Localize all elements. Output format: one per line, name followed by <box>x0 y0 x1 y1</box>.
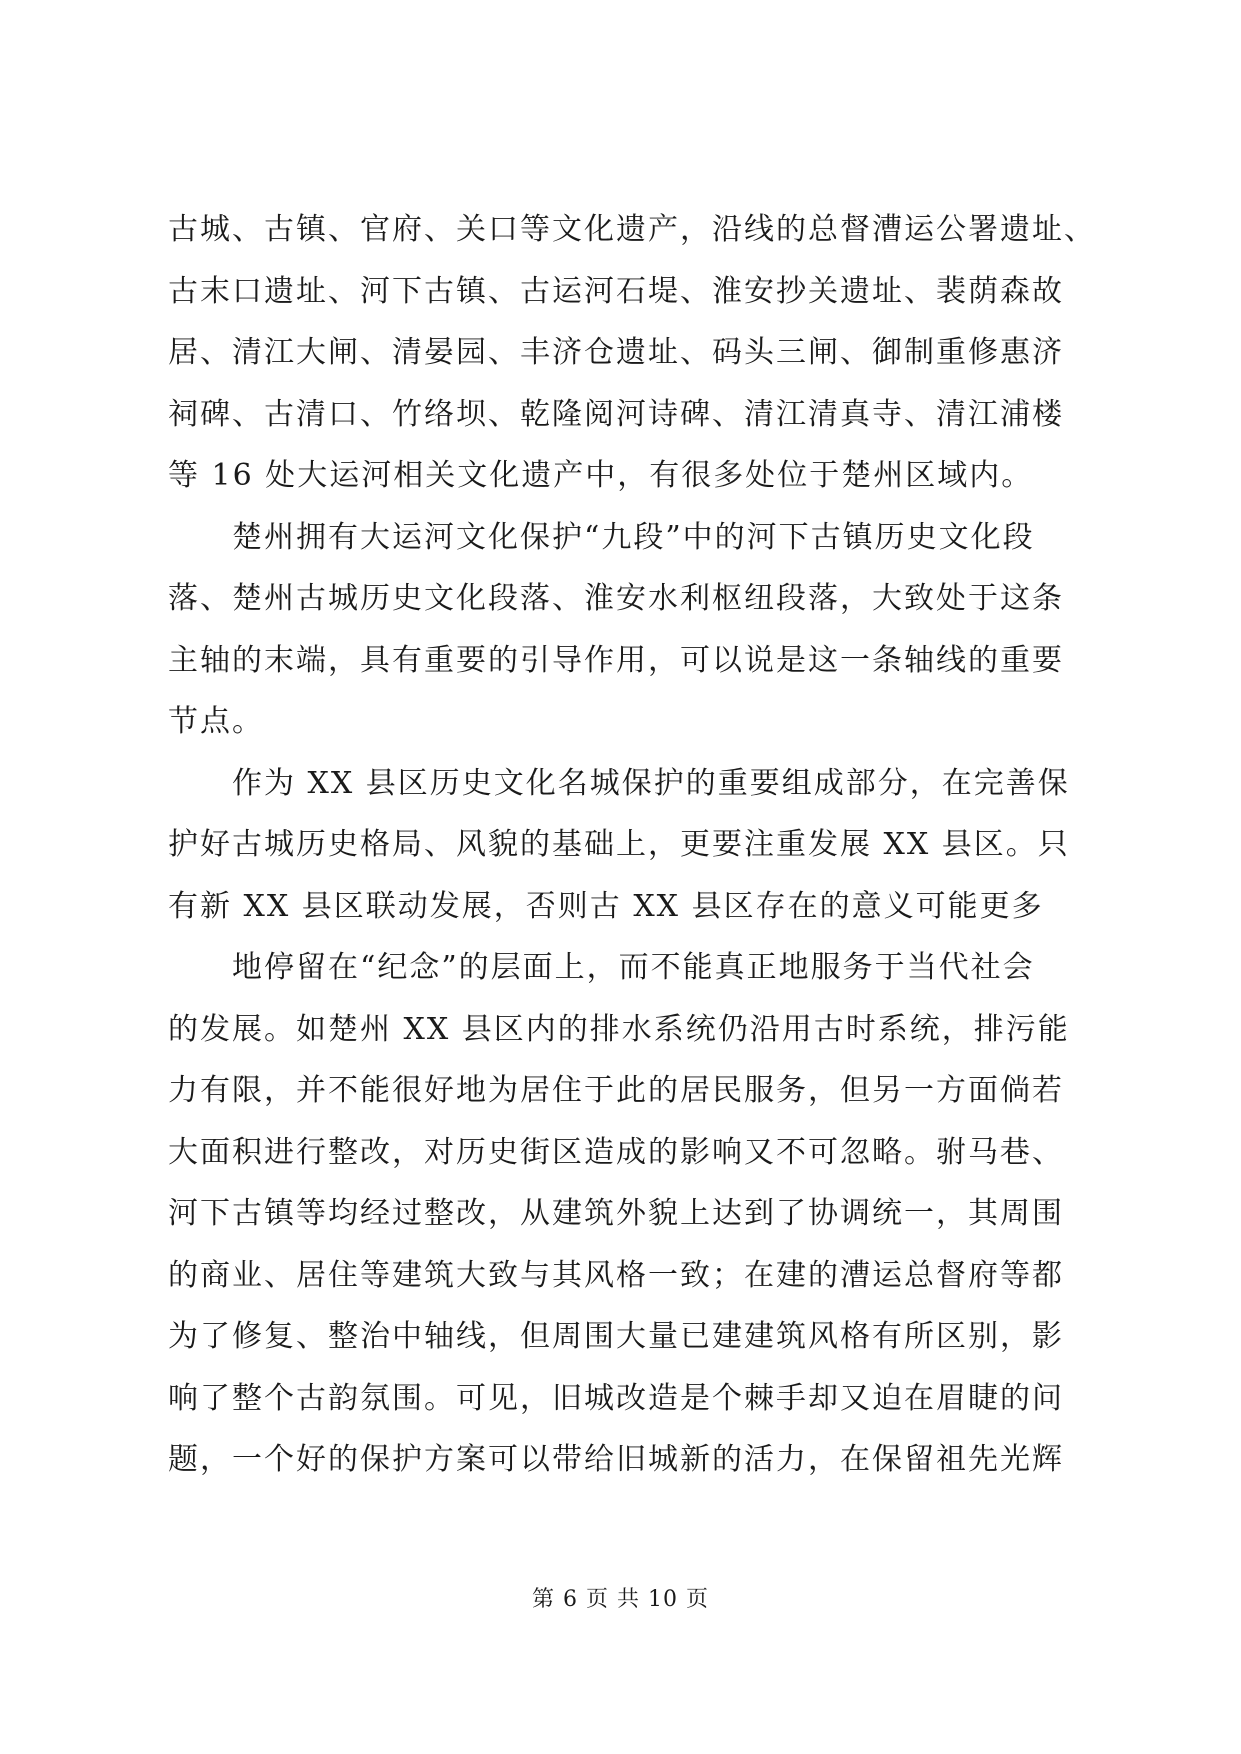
text-line: 等 16 处大运河相关文化遗产中，有很多处位于楚州区域内。 <box>168 458 1034 493</box>
text-line: 护好古城历史格局、风貌的基础上，更要注重发展 XX 县区。只 <box>168 827 1070 862</box>
text-line: 居、清江大闸、清晏园、丰济仓遗址、码头三闸、御制重修惠济 <box>168 335 1064 370</box>
page-number-footer: 第 6 页 共 10 页 <box>532 1587 709 1612</box>
paragraph-start-line: 作为 XX 县区历史文化名城保护的重要组成部分，在完善保 <box>232 765 1070 801</box>
text-line: 河下古镇等均经过整改，从建筑外貌上达到了协调统一，其周围 <box>168 1196 1064 1231</box>
text-line: 落、楚州古城历史文化段落、淮安水利枢纽段落，大致处于这条 <box>168 581 1064 616</box>
text-line: 力有限，并不能很好地为居住于此的居民服务，但另一方面倘若 <box>168 1073 1064 1108</box>
paragraph-start-line: 地停留在“纪念”的层面上，而不能真正地服务于当代社会 <box>232 950 1035 985</box>
text-line: 节点。 <box>168 704 264 739</box>
text-line: 大面积进行整改，对历史街区造成的影响又不可忽略。驸马巷、 <box>168 1134 1064 1170</box>
text-line: 祠碑、古清口、竹络坝、乾隆阅河诗碑、清江清真寺、清江浦楼 <box>168 396 1064 432</box>
text-line: 题，一个好的保护方案可以带给旧城新的活力，在保留祖先光辉 <box>168 1442 1064 1477</box>
text-line: 古城、古镇、官府、关口等文化遗产，沿线的总督漕运公署遗址、 <box>168 212 1096 247</box>
paragraph-start-line: 楚州拥有大运河文化保护“九段”中的河下古镇历史文化段 <box>232 519 1035 555</box>
text-line: 为了修复、整治中轴线，但周围大量已建建筑风格有所区别，影 <box>168 1319 1064 1354</box>
text-line: 主轴的末端，具有重要的引导作用，可以说是这一条轴线的重要 <box>168 642 1064 678</box>
text-line: 古末口遗址、河下古镇、古运河石堤、淮安抄关遗址、裴荫森故 <box>168 273 1064 309</box>
text-line: 响了整个古韵氛围。可见，旧城改造是个棘手却又迫在眉睫的问 <box>168 1380 1064 1416</box>
text-line: 的商业、居住等建筑大致与其风格一致；在建的漕运总督府等都 <box>168 1257 1064 1293</box>
text-line: 有新 XX 县区联动发展，否则古 XX 县区存在的意义可能更多 <box>168 888 1044 924</box>
body-text <box>168 199 1096 1491</box>
text-line: 的发展。如楚州 XX 县区内的排水系统仍沿用古时系统，排污能 <box>168 1011 1070 1047</box>
